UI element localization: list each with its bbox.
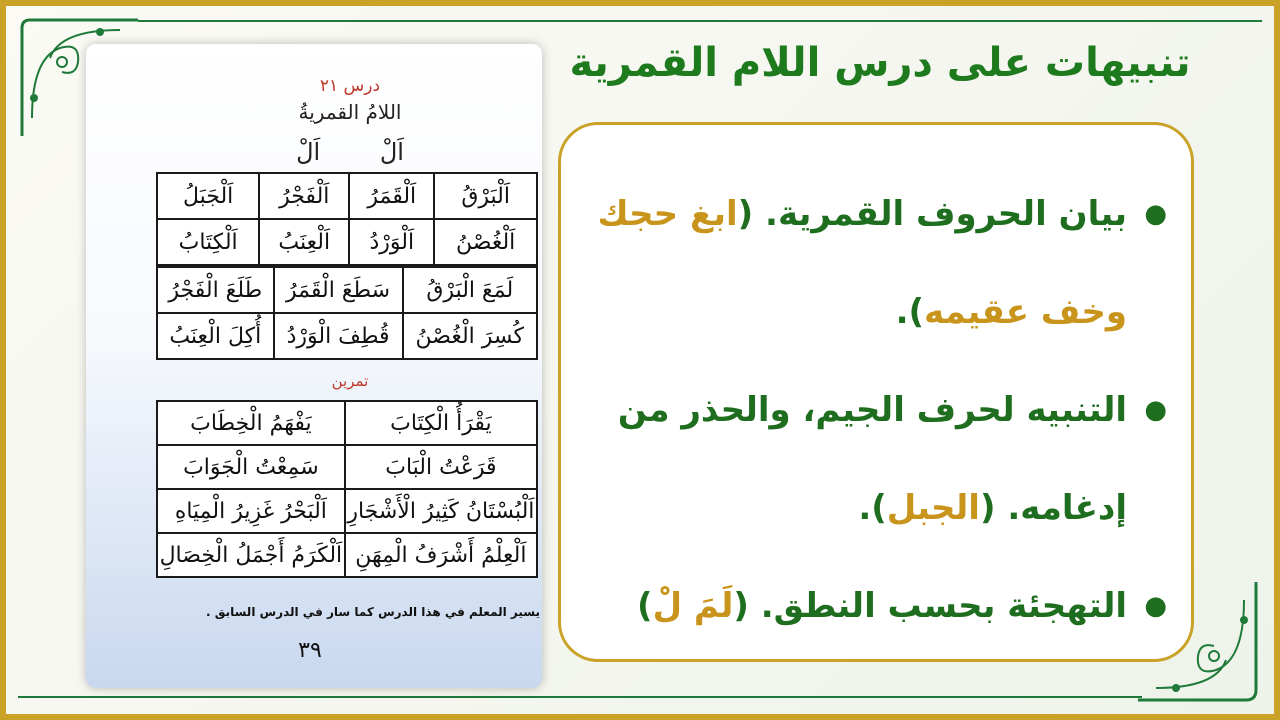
word-cell: اَلْفَجْرُ xyxy=(259,173,349,219)
word-cell: اَلْكِتَابُ xyxy=(157,219,259,265)
note-highlight: الجبل xyxy=(886,488,980,528)
word-cell: اَلْغُصْنُ xyxy=(434,219,537,265)
table-row xyxy=(157,313,537,359)
word-cell: اَلْقَمَرُ xyxy=(349,173,434,219)
note-highlight: لَمَ لْ xyxy=(652,586,734,626)
slide-title: تنبيهات على درس اللام القمرية xyxy=(569,40,1191,86)
exercise-cell: سَمِعْتُ الْجَوَابَ xyxy=(157,445,345,489)
bullet-icon: ● xyxy=(1144,199,1167,229)
exercise-cell: اَلْعِلْمُ أَشْرَفُ الْمِهَنِ xyxy=(345,533,537,577)
note-text: بيان الحروف القمرية. ( xyxy=(737,194,1127,234)
exercise-cell: يَقْرَأُ الْكِتَابَ xyxy=(345,401,537,445)
lesson-title: اللامُ القمريةُ xyxy=(298,100,402,124)
note-item-2 xyxy=(587,361,1167,557)
bullet-icon: ● xyxy=(1144,591,1167,621)
exercise-cell: اَلْكَرَمُ أَجْمَلُ الْخِصَالِ xyxy=(157,533,345,577)
phrase-cell: كُسِرَ الْغُصْنُ xyxy=(403,313,537,359)
phrase-cell: أُكِلَ الْعِنَبُ xyxy=(157,313,274,359)
table-row xyxy=(157,267,537,313)
page-number: ٣٩ xyxy=(298,638,322,663)
table-row xyxy=(157,219,537,265)
table-row xyxy=(157,445,537,489)
word-cell: اَلْعِنَبُ xyxy=(259,219,349,265)
phrase-cell: طَلَعَ الْفَجْرُ xyxy=(157,267,274,313)
table-row xyxy=(157,401,537,445)
note-highlight: ابغ حجك وخف عقيمه xyxy=(597,194,1127,332)
notes-box xyxy=(558,122,1194,662)
note-text-end: ). xyxy=(858,488,887,528)
bottom-border-line xyxy=(18,696,1142,700)
word-cell: اَلْبَرْقُ xyxy=(434,173,537,219)
teacher-note: يسير المعلم في هذا الدرس كما سار في الدرس السابق . xyxy=(206,605,540,619)
al-forms xyxy=(160,138,540,166)
word-cell: اَلْوَرْدُ xyxy=(349,219,434,265)
lesson-number: درس ٢١ xyxy=(319,76,381,96)
table-row xyxy=(157,489,537,533)
note-text: التنبيه لحرف الجيم، والحذر من إدغامه. ( xyxy=(617,390,1127,528)
exercise-cell: يَفْهَمُ الْخِطَابَ xyxy=(157,401,345,445)
exercise-label: تمرين xyxy=(331,372,369,390)
phrases-table xyxy=(156,266,538,360)
top-border-line xyxy=(138,20,1262,24)
phrase-cell: سَطَعَ الْقَمَرُ xyxy=(274,267,403,313)
words-table xyxy=(156,172,538,266)
exercise-cell: اَلْبَحْرُ غَزِيرُ الْمِيَاهِ xyxy=(157,489,345,533)
table-row xyxy=(157,533,537,577)
note-item-1 xyxy=(587,165,1167,361)
phrase-cell: قُطِفَ الْوَرْدُ xyxy=(274,313,403,359)
bullet-icon: ● xyxy=(1144,395,1167,425)
exercise-cell: قَرَعْتُ الْبَابَ xyxy=(345,445,537,489)
phrase-cell: لَمَعَ الْبَرْقُ xyxy=(403,267,537,313)
note-text: التهجئة بحسب النطق. ( xyxy=(733,586,1127,626)
exercise-cell: اَلْبُسْتَانُ كَثِيرُ الْأَشْجَارِ xyxy=(345,489,537,533)
exercise-table xyxy=(156,400,538,578)
note-item-3 xyxy=(587,557,1167,655)
note-text-end: ) xyxy=(637,586,653,626)
al-form: اَلْ xyxy=(379,138,404,166)
word-cell: اَلْجَبَلُ xyxy=(157,173,259,219)
table-row xyxy=(157,173,537,219)
notes-list xyxy=(587,165,1167,655)
al-form: اَلْ xyxy=(296,138,321,166)
note-text-end: ). xyxy=(895,292,925,332)
